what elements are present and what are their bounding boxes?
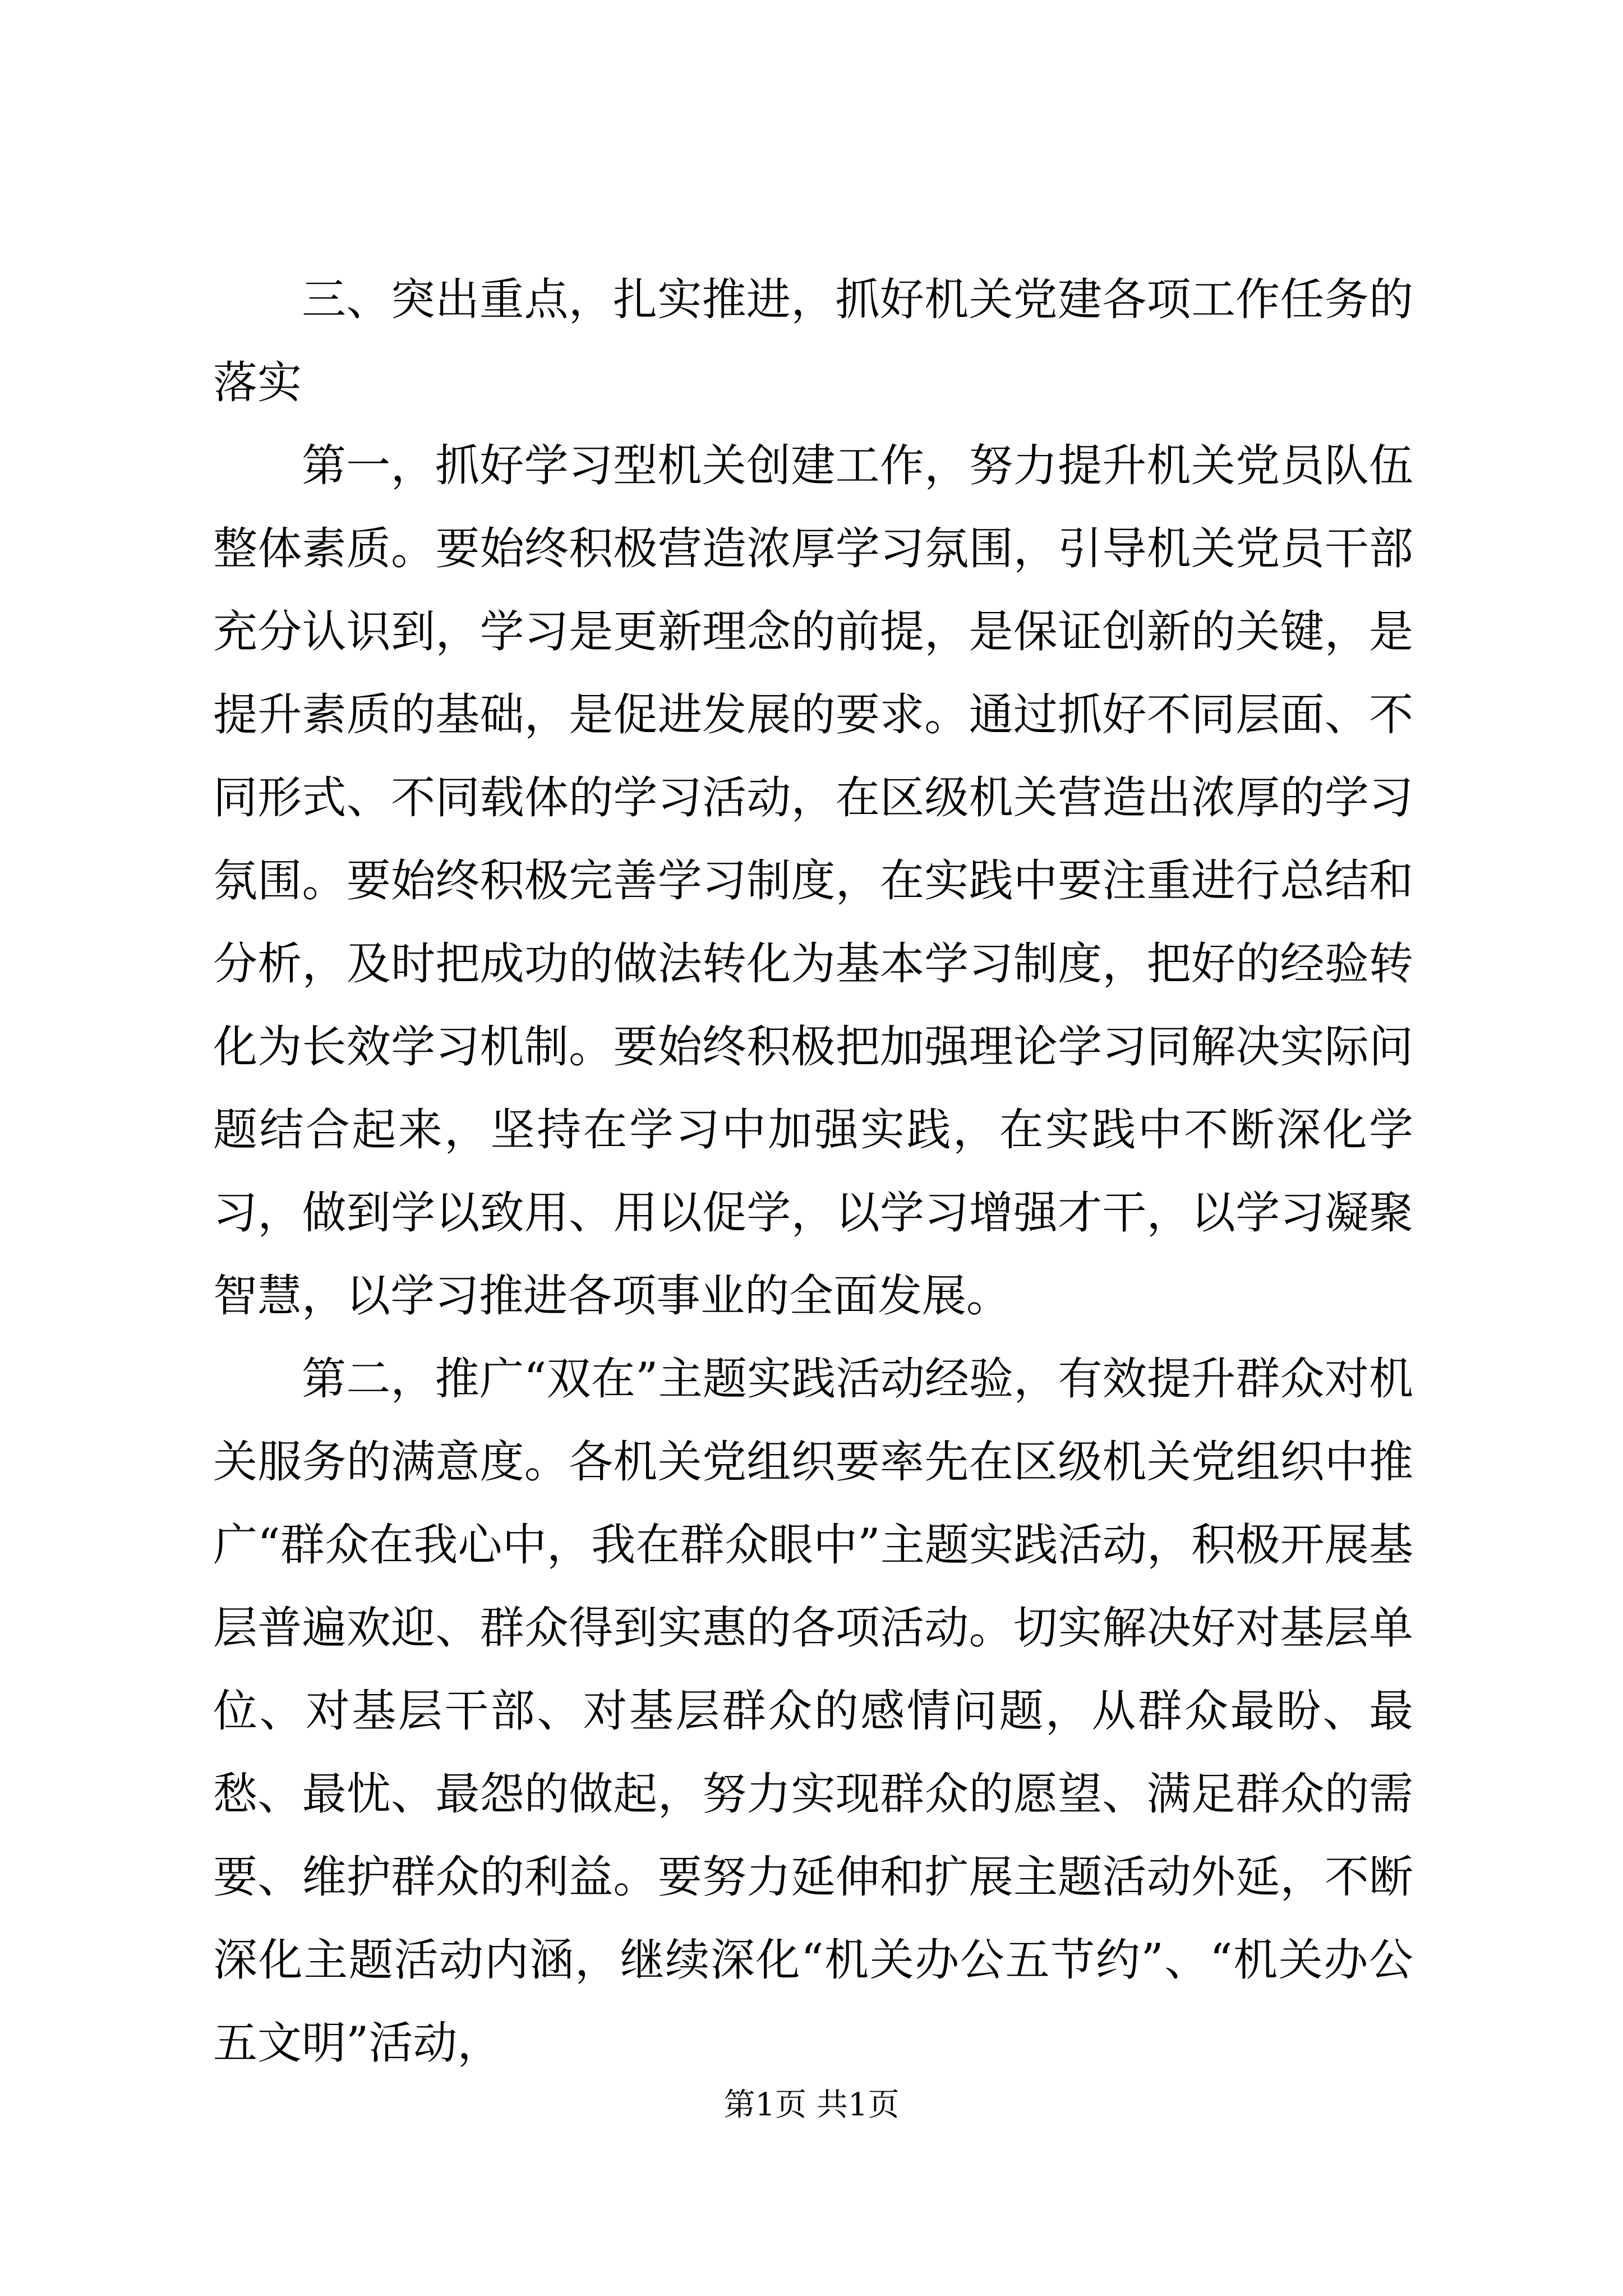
paragraph-second: 第二，推广“双在”主题实践活动经验，有效提升群众对机关服务的满意度。各机关党组织要率先在区级机关党组织中推广“群众在我心中，我在群众眼中”主题实践活动，积极开展基层普遍欢迎、群众得到实惠的各项活动。切实解决好对基层单位、对基层干部、对基层群众的感情问题，从群众最盼、最愁、最忧、最怨的做起，努力实现群众的愿望、满足群众的需要、维护群众的利益。要努力延伸和扩展主题活动外延，不断深化主题活动内涵，继续深化“机关办公五节约”、“机关办公五文明”活动， (213, 1353, 1413, 2069)
document-body (213, 258, 1413, 2085)
paragraph-first: 第一，抓好学习型机关创建工作，努力提升机关党员队伍整体素质。要始终积极营造浓厚学习氛围，引导机关党员干部充分认识到，学习是更新理念的前提，是保证创新的关键，是提升素质的基础，是促进发展的要求。通过抓好不同层面、不同形式、不同载体的学习活动，在区级机关营造出浓厚的学习氛围。要始终积极完善学习制度，在实践中要注重进行总结和分析，及时把成功的做法转化为基本学习制度，把好的经验转化为长效学习机制。要始终积极把加强理论学习同解决实际问题结合起来，坚持在学习中加强实践，在实践中不断深化学习，做到学以致用、用以促学，以学习增强才干，以学习凝聚智慧，以学习推进各项事业的全面发展。 (213, 440, 1413, 1322)
section-heading: 三、突出重点，扎实推进，抓好机关党建各项工作任务的落实 (213, 274, 1413, 408)
page-number-footer: 第1页 共1页 (723, 2087, 900, 2123)
